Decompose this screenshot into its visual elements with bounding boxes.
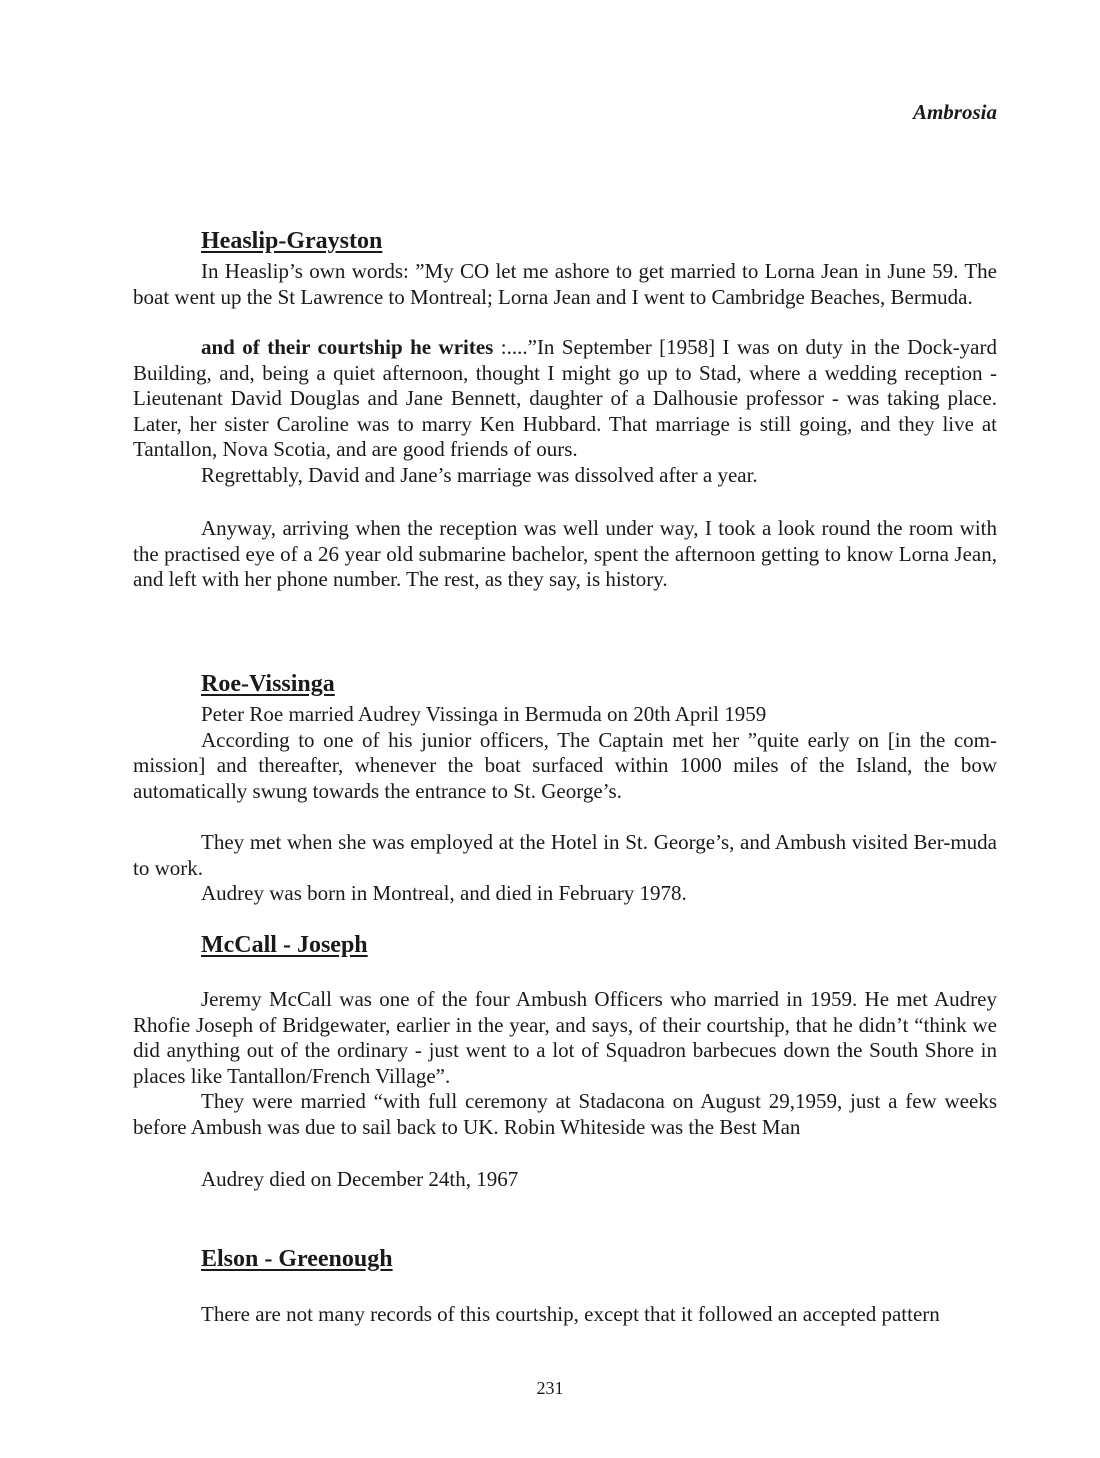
running-head: Ambrosia — [912, 100, 997, 124]
paragraph: They met when she was employed at the Hotel in St. George’s, and Ambush visited Ber-muda to work. — [133, 830, 997, 880]
paragraph: According to one of his junior officers, The Captain met her ”quite early on [in the com-mission] and thereafter, whenever the boat surfaced within 1000 miles of the Island, the bow automatically swung towards the entrance to St. George’s. — [133, 727, 997, 803]
section-body-elson-greenough — [133, 1302, 997, 1328]
section-heading-roe-vissinga: Roe-Vissinga — [201, 671, 335, 697]
page-number: 231 — [536, 1378, 564, 1398]
section-body-heaslip-grayston — [133, 259, 997, 593]
paragraph: Audrey died on December 24th, 1967 — [201, 1167, 519, 1191]
paragraph: Audrey was born in Montreal, and died in February 1978. — [201, 881, 687, 905]
paragraph-text: :....”In September [1958] I was on duty in the Dock-yard Building, and, being a quiet afternoon, thought I might go up to Stad, where a wedding reception - Lieutenant David Douglas and Jane Bennett, daughter of a Dalhousie professor - was taking place. Later, her sister Caroline was to marry Ken Hubbard. That marriage is still going, and they live at Tantallon, Nova Scotia, and are good friends of ours. — [133, 335, 997, 461]
paragraph: They were married “with full ceremony at Stadacona on August 29,1959, just a few weeks before Ambush was due to sail back to UK. Robin Whiteside was the Best Man — [133, 1089, 997, 1139]
paragraph-lead: and of their courtship he writes — [201, 335, 494, 359]
section-body-roe-vissinga — [133, 702, 997, 907]
section-heading-heaslip-grayston: Heaslip-Grayston — [201, 228, 383, 254]
paragraph: In Heaslip’s own words: ”My CO let me ashore to get married to Lorna Jean in June 59. The boat went up the St Lawrence to Montreal; Lorna Jean and I went to Cambridge Beaches, Bermuda. — [133, 259, 997, 309]
section-heading-mccall-joseph: McCall - Joseph — [201, 932, 368, 958]
paragraph: Jeremy McCall was one of the four Ambush Officers who married in 1959. He met Audrey Rhofie Joseph of Bridgewater, earlier in the year, and says, of their courtship, that he didn’t “think we did anything out of the ordinary - just went to a lot of Squadron barbecues down the South Shore in places like Tantallon/French Village”. — [133, 987, 997, 1088]
section-heading-elson-greenough: Elson - Greenough — [201, 1246, 393, 1272]
paragraph: Anyway, arriving when the reception was well under way, I took a look round the room with the practised eye of a 26 year old submarine bachelor, spent the afternoon getting to know Lorna Jean, and left with her phone number. The rest, as they say, is history. — [133, 516, 997, 591]
paragraph: Peter Roe married Audrey Vissinga in Bermuda on 20th April 1959 — [201, 702, 767, 726]
paragraph: Regrettably, David and Jane’s marriage was dissolved after a year. — [201, 462, 758, 487]
paragraph — [133, 335, 997, 463]
paragraph: There are not many records of this courtship, except that it followed an accepted pattern — [201, 1302, 940, 1326]
section-body-mccall-joseph — [133, 987, 997, 1193]
